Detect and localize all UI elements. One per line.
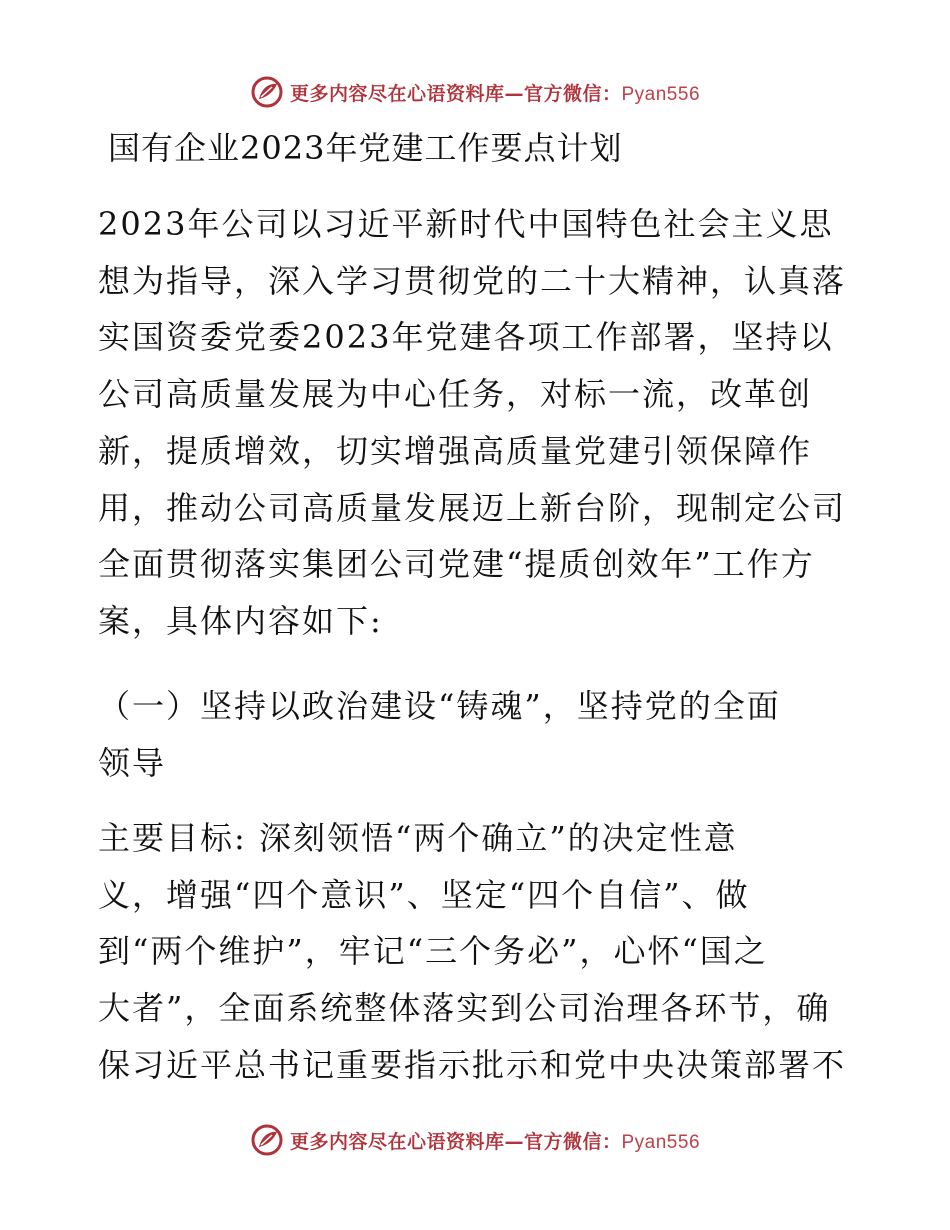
- paragraph-line: 主要目标: 深刻领悟“两个确立”的决定性意: [98, 819, 738, 857]
- paragraph-line: 公司高质量发展为中心任务，对标一流，改革创: [98, 375, 813, 414]
- intro-paragraph: [98, 196, 858, 650]
- paragraph-line: 保习近平总书记重要指示批示和党中央决策部署不: [98, 1045, 847, 1084]
- heading-line: 领导: [98, 743, 167, 782]
- objectives-paragraph: [98, 810, 858, 1094]
- heading-line: （一）坚持以政治建设“铸魂”，坚持党的全面: [98, 687, 781, 725]
- banner-wechat-id: Pyan556: [621, 1131, 701, 1153]
- footer-watermark-banner: [0, 1118, 950, 1162]
- paragraph-line: 到“两个维护”，牢记“三个务必”，心怀“国之: [98, 932, 768, 971]
- leaf-logo-icon: [250, 75, 284, 109]
- paragraph-line: 实国资委党委2023年党建各项工作部署，坚持以: [98, 318, 834, 357]
- section-heading: [98, 678, 858, 791]
- paragraph-line: 2023年公司以习近平新时代中国特色社会主义思: [98, 205, 834, 243]
- paragraph-line: 全面贯彻落实集团公司党建“提质创效年”工作方: [98, 545, 815, 584]
- banner-text: [290, 79, 700, 106]
- header-watermark-banner: [0, 70, 950, 114]
- banner-text-main: 更多内容尽在心语资料库—官方微信：: [289, 1130, 622, 1153]
- paragraph-line: 案，具体内容如下:: [98, 601, 383, 640]
- banner-text: [290, 1127, 700, 1154]
- paragraph-line: 用，推动公司高质量发展迈上新台阶，现制定公司: [98, 488, 847, 527]
- leaf-logo-icon: [250, 1123, 284, 1157]
- paragraph-line: 义，增强“四个意识”、坚定“四个自信”、做: [98, 875, 750, 914]
- banner-wechat-id: Pyan556: [621, 83, 701, 105]
- paragraph-line: 新，提质增效，切实增强高质量党建引领保障作: [98, 431, 813, 470]
- banner-text-main: 更多内容尽在心语资料库—官方微信：: [289, 82, 622, 105]
- paragraph-line: 想为指导，深入学习贯彻党的二十大精神，认真落: [98, 261, 847, 300]
- paragraph-line: 大者”，全面系统整体落实到公司治理各环节，确: [98, 989, 831, 1028]
- document-title: 国有企业2023年党建工作要点计划: [108, 129, 623, 167]
